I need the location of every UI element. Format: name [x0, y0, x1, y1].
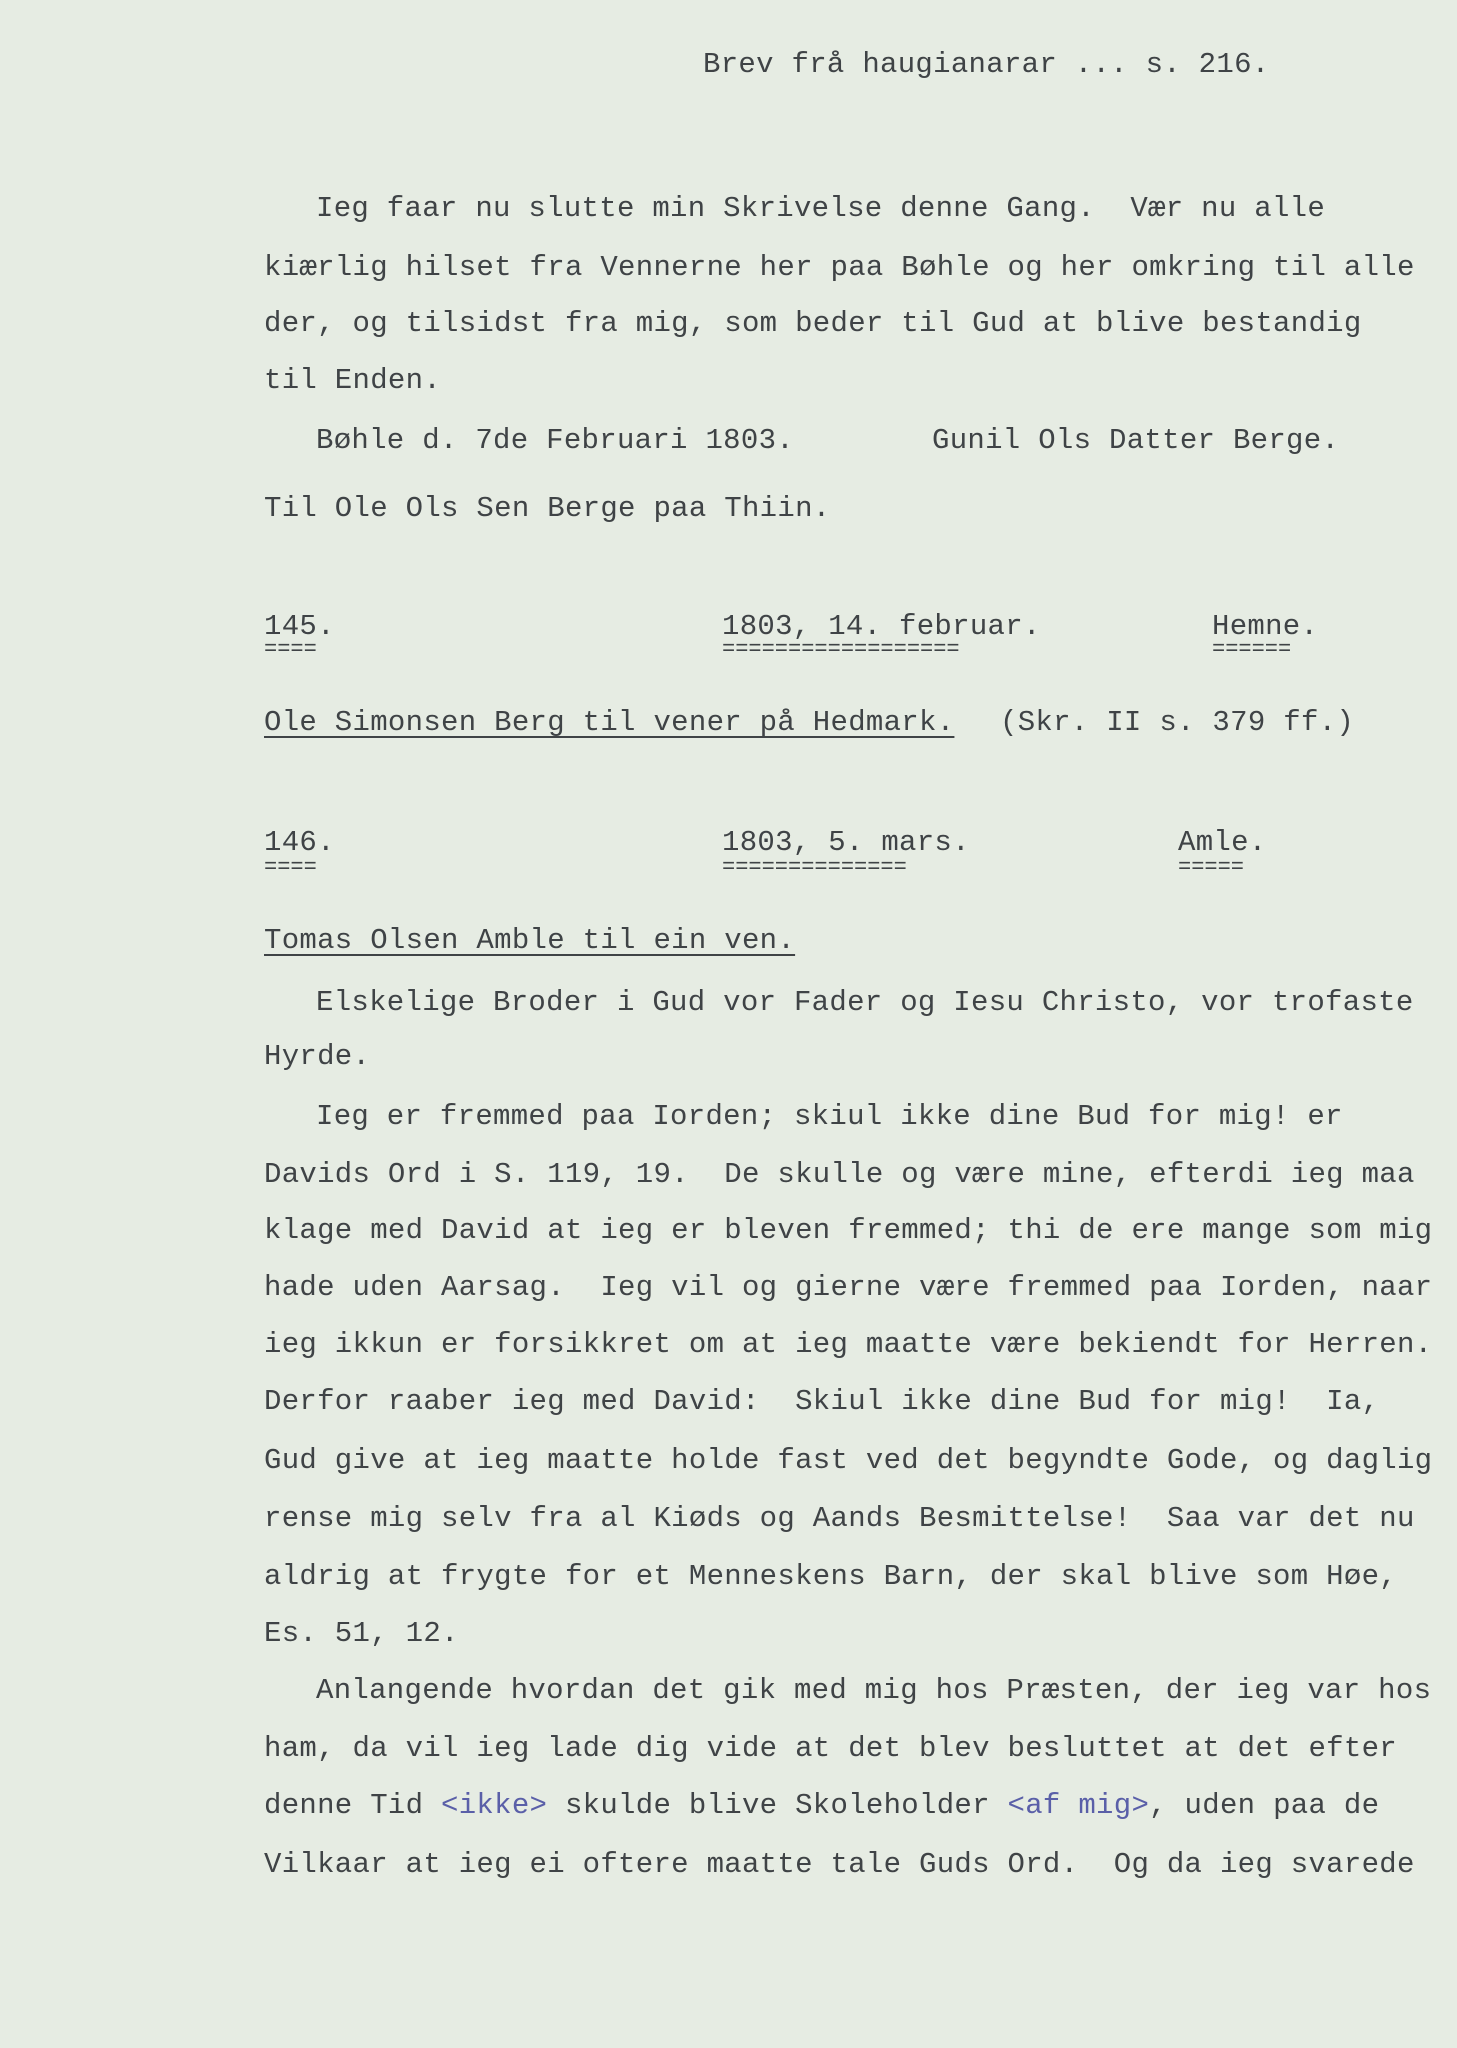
body-line: Derfor raaber ieg med David: Skiul ikke dine Bud for mig! Ia, — [264, 1385, 1380, 1418]
body-line: Ieg er fremmed paa Iorden; skiul ikke dine Bud for mig! er — [316, 1100, 1343, 1133]
entry-number: 146. — [264, 826, 335, 859]
body-line: Es. 51, 12. — [264, 1617, 459, 1650]
entry-number-rule: ==== — [264, 637, 317, 662]
entry-date: 1803, 14. februar. — [722, 610, 1041, 643]
entry-title: Ole Simonsen Berg til vener på Hedmark. — [264, 706, 955, 739]
body-line: rense mig selv fra al Kiøds og Aands Besmittelse! Saa var det nu — [264, 1502, 1415, 1535]
body-text: , uden paa de — [1149, 1789, 1380, 1822]
body-text: skulde blive Skoleholder — [547, 1789, 1008, 1822]
letter-line: kiærlig hilset fra Vennerne her paa Bøhle og her omkring til alle — [264, 251, 1415, 284]
body-line: Hyrde. — [264, 1040, 371, 1073]
entry-number: 145. — [264, 610, 335, 643]
entry-reference: (Skr. II s. 379 ff.) — [1000, 706, 1355, 739]
place-date: Bøhle d. 7de Februari 1803. — [316, 424, 794, 457]
body-line: ham, da vil ieg lade dig vide at det blev besluttet at det efter — [264, 1732, 1397, 1765]
address-line: Til Ole Ols Sen Berge paa Thiin. — [264, 492, 831, 525]
entry-number-rule: ==== — [264, 855, 317, 880]
entry-date-rule: ============== — [722, 855, 907, 880]
letter-line: der, og tilsidst fra mig, som beder til Gud at blive bestandig — [264, 307, 1362, 340]
handwritten-insertion: <ikke> — [441, 1789, 548, 1822]
letter-line: Ieg faar nu slutte min Skrivelse denne Gang. Vær nu alle — [316, 192, 1326, 225]
entry-place: Hemne. — [1212, 610, 1319, 643]
body-line: hade uden Aarsag. Ieg vil og gierne være fremmed paa Iorden, naar — [264, 1271, 1433, 1304]
signature: Gunil Ols Datter Berge. — [932, 424, 1340, 457]
entry-place-rule: ====== — [1212, 637, 1292, 662]
body-text: denne Tid — [264, 1789, 442, 1822]
body-line-with-insertions — [264, 1789, 1379, 1823]
body-line: Anlangende hvordan det gik med mig hos Præsten, der ieg var hos — [316, 1674, 1432, 1707]
letter-line: til Enden. — [264, 364, 442, 397]
body-line: klage med David at ieg er bleven fremmed; thi de ere mange som mig — [264, 1214, 1433, 1247]
body-line: Elskelige Broder i Gud vor Fader og Iesu Christo, vor trofaste — [316, 986, 1414, 1019]
entry-place: Amle. — [1178, 826, 1267, 859]
handwritten-insertion: <af mig> — [1007, 1789, 1150, 1822]
body-line: Davids Ord i S. 119, 19. De skulle og være mine, efterdi ieg maa — [264, 1158, 1415, 1191]
body-line: Gud give at ieg maatte holde fast ved det begyndte Gode, og daglig — [264, 1444, 1433, 1477]
page-header: Brev frå haugianarar ... s. 216. — [703, 48, 1270, 81]
entry-date: 1803, 5. mars. — [722, 826, 970, 859]
body-line: aldrig at frygte for et Menneskens Barn, der skal blive som Høe, — [264, 1560, 1397, 1593]
body-line: Vilkaar at ieg ei oftere maatte tale Guds Ord. Og da ieg svarede — [264, 1848, 1415, 1881]
body-line: ieg ikkun er forsikkret om at ieg maatte være bekiendt for Herren. — [264, 1328, 1433, 1361]
entry-date-rule: ================== — [722, 637, 960, 662]
entry-title: Tomas Olsen Amble til ein ven. — [264, 924, 796, 957]
entry-place-rule: ===== — [1178, 855, 1245, 880]
